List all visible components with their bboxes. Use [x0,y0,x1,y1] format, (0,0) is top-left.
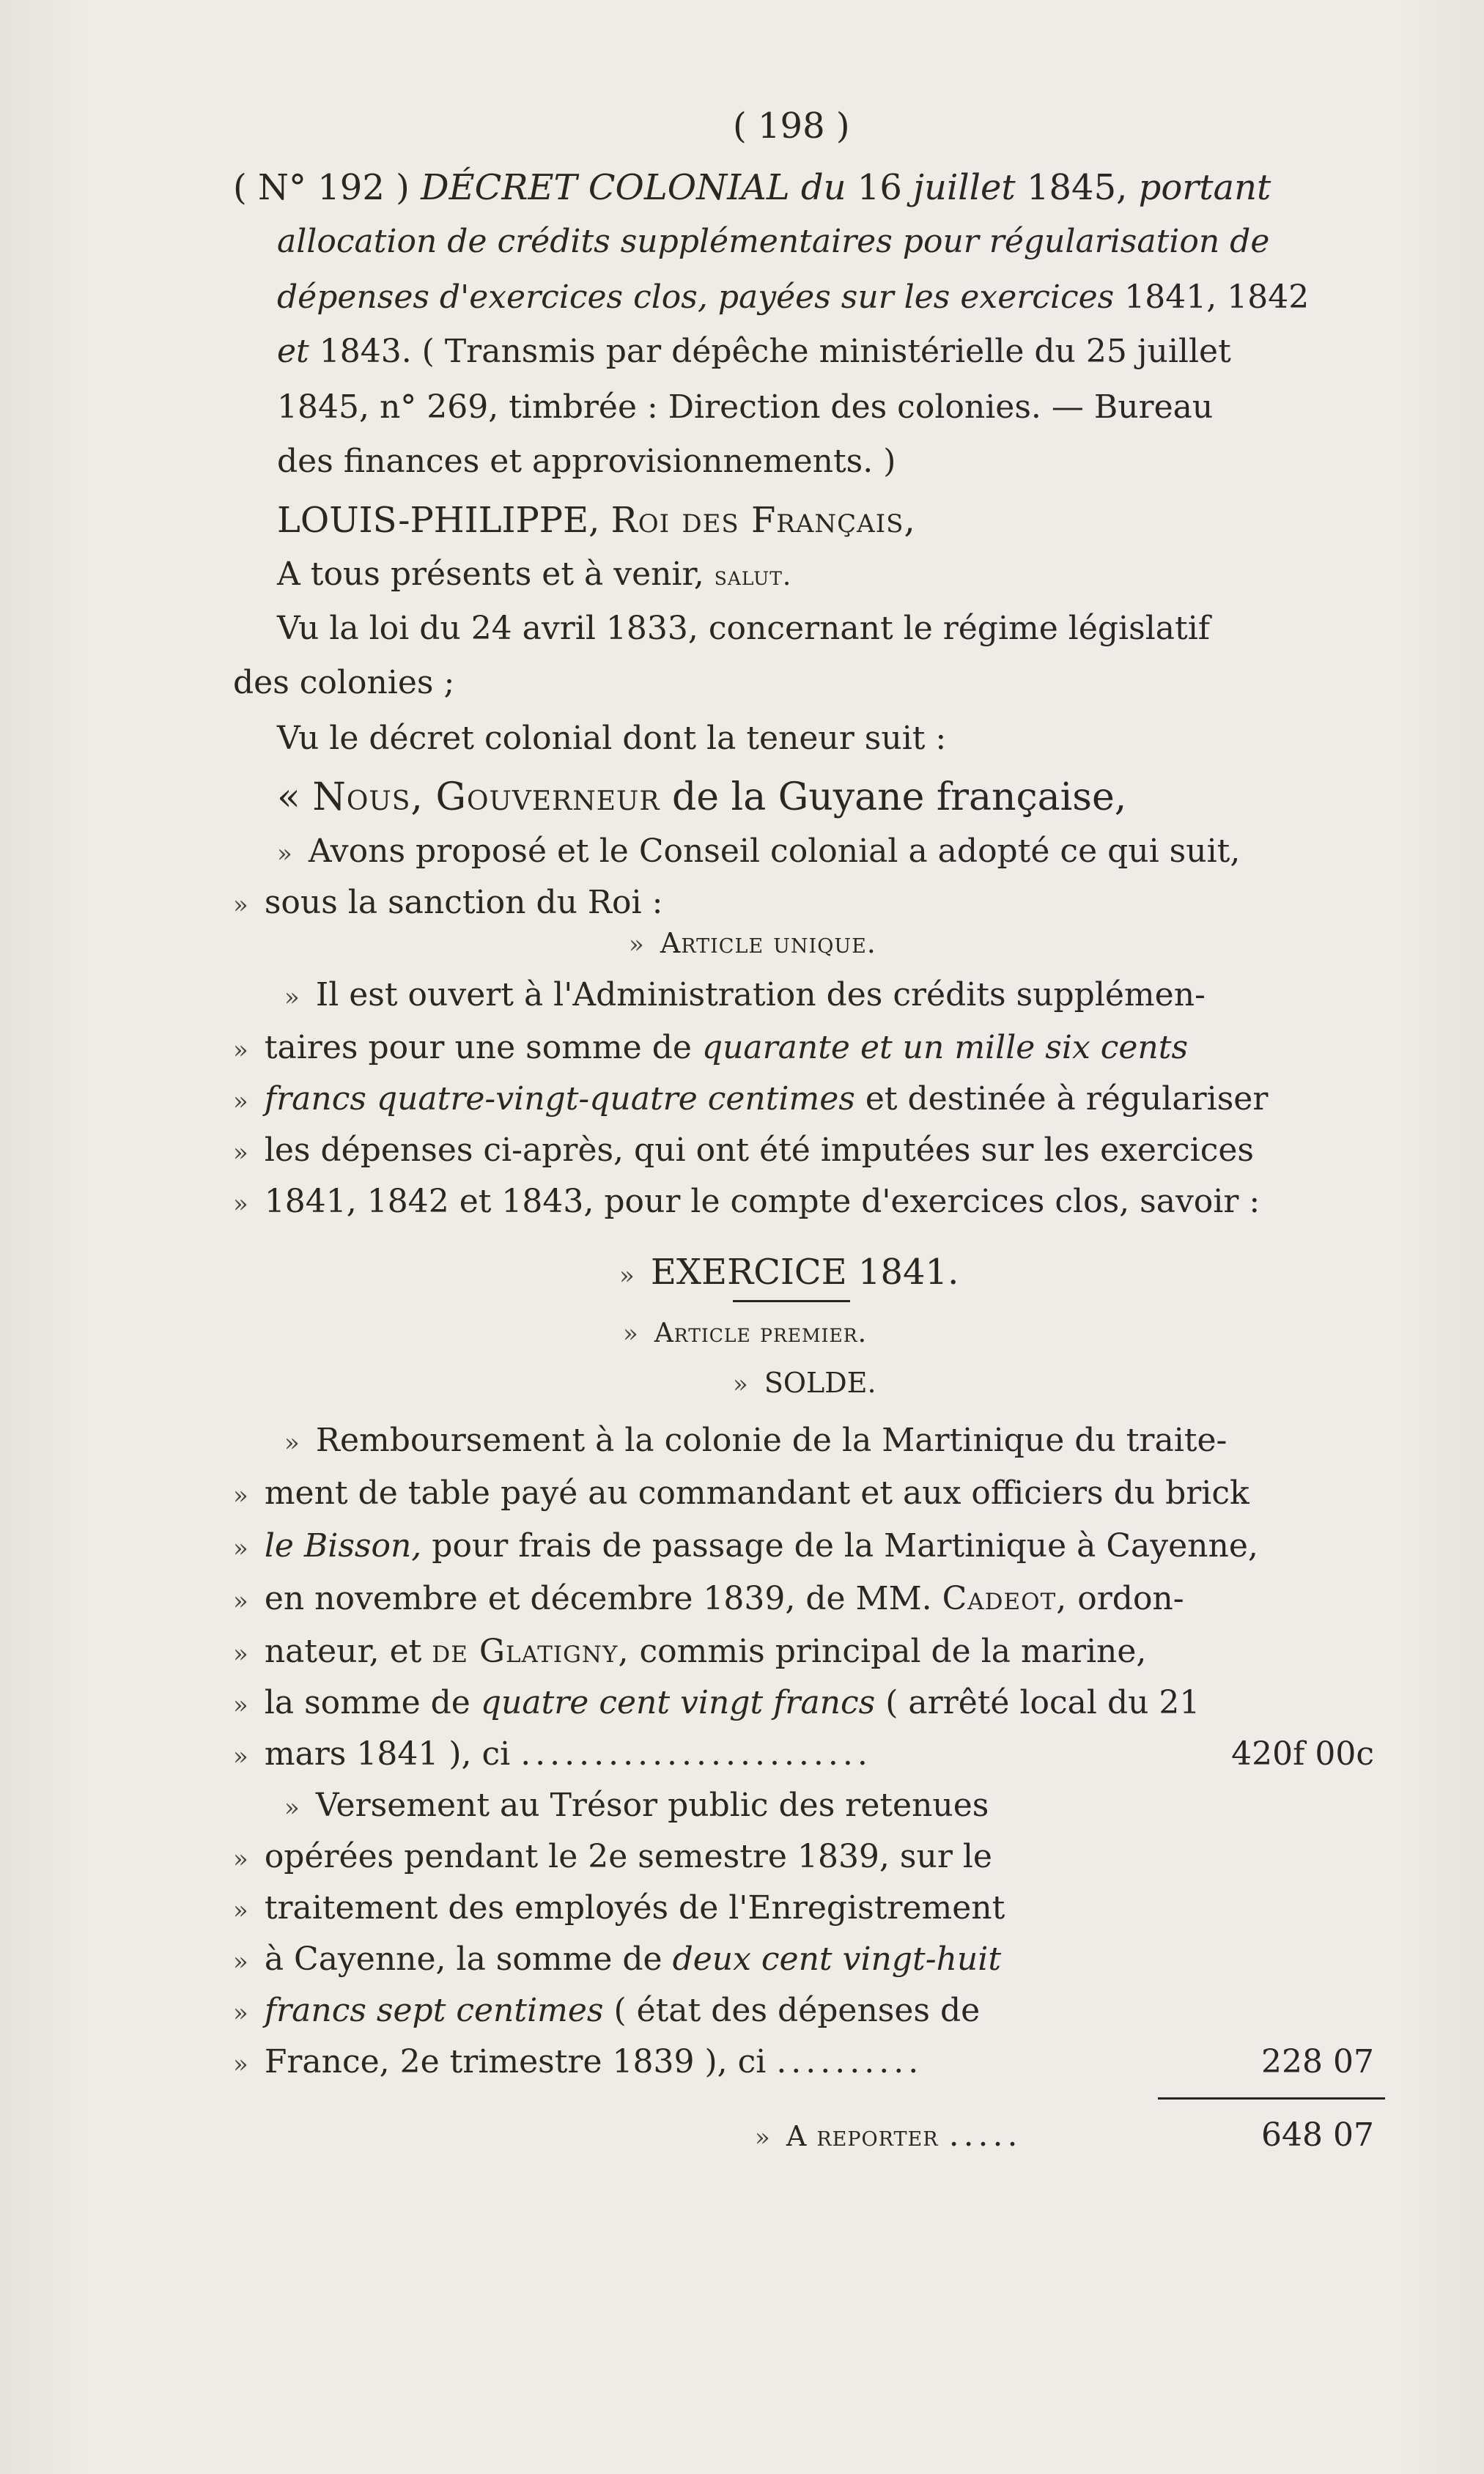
payment-line-5: » francs sept centimes ( état des dépenses de [233,1992,981,2029]
decree-heading-line-5: 1845, n° 269, timbrée : Direction des colonies. — Bureau [277,388,1214,426]
solde-heading: » SOLDE. [733,1367,876,1399]
decree-date-year: 1845, [1026,167,1128,208]
carry-forward-amount: 648 07 [1261,2116,1374,2154]
article-line-1: » Il est ouvert à l'Administration des crédits supplémen- [284,976,1206,1013]
adoption-line-2: » sous la sanction du Roi : [233,884,663,921]
decree-title: DÉCRET COLONIAL [421,167,790,208]
decree-number: ( N° 192 ) [233,167,410,208]
payment-amount: 228 07 [1261,2043,1374,2080]
decree-date-month: juillet [913,167,1016,208]
exercice-heading: » EXERCICE 1841. [619,1252,959,1293]
decree-date-prefix: du [800,167,846,208]
greeting-line: A tous présents et à venir, salut. [277,555,792,593]
reimbursement-line-6: » la somme de quatre cent vingt francs ( arrêté local du 21 [233,1684,1200,1721]
reimbursement-line-1: » Remboursement à la colonie de la Martinique du traite- [284,1422,1228,1459]
consideration-line-3: Vu le décret colonial dont la teneur suit : [277,720,947,757]
king-name: LOUIS-PHILIPPE, [277,500,600,541]
reimbursement-line-2: » ment de table payé au commandant et aux officiers du brick [233,1474,1249,1512]
article-premier-heading: » Article premier. [623,1318,868,1348]
decree-heading-line-3: dépenses d'exercices clos, payées sur les exercices 1841, 1842 [277,278,1310,316]
payment-line-1: » Versement au Trésor public des retenues [284,1787,989,1824]
decree-heading-line-6: des finances et approvisionnements. ) [277,443,896,480]
payment-line-3: » traitement des employés de l'Enregistrement [233,1889,1005,1927]
carry-forward-line: » A reporter ..... [755,2116,1022,2154]
king-title: Roi des Français, [610,500,916,541]
article-line-2: » taires pour une somme de quarante et un mille six cents [233,1029,1189,1066]
reimbursement-line-7: » mars 1841 ), ci ........................ [233,1735,872,1773]
reimbursement-line-3: » le Bisson, pour frais de passage de la Martinique à Cayenne, [233,1527,1258,1565]
article-unique-heading: » Article unique. [629,927,876,959]
reimbursement-line-5: » nateur, et de Glatigny, commis principal de la marine, [233,1633,1147,1670]
article-line-4: » les dépenses ci-après, qui ont été imputées sur les exercices [233,1131,1254,1169]
decree-heading-line-1 [233,167,1271,208]
king-line [277,500,916,541]
consideration-line-2: des colonies ; [233,664,455,701]
governor-line: « Nous, Gouverneur de la Guyane française, [277,775,1127,819]
article-line-3: » francs quatre-vingt-quatre centimes et destinée à régulariser [233,1080,1269,1118]
article-line-5: » 1841, 1842 et 1843, pour le compte d'exercices clos, savoir : [233,1183,1260,1220]
decree-heading-line-2: allocation de crédits supplémentaires pour régularisation de [277,223,1270,260]
total-rule [1158,2097,1385,2100]
decree-title-rest: portant [1138,167,1271,208]
consideration-line-1: Vu la loi du 24 avril 1833, concernant le régime législatif [277,610,1211,647]
reimbursement-amount: 420f 00c [1231,1735,1374,1773]
payment-line-6: » France, 2e trimestre 1839 ), ci .......... [233,2043,923,2080]
payment-line-2: » opérées pendant le 2e semestre 1839, sur le [233,1838,992,1875]
page-number: ( 198 ) [733,106,850,147]
exercice-divider [733,1300,850,1302]
decree-date-day: 16 [857,167,902,208]
payment-line-4: » à Cayenne, la somme de deux cent vingt-huit [233,1941,1002,1978]
decree-heading-line-4: et 1843. ( Transmis par dépêche ministérielle du 25 juillet [277,333,1231,370]
reimbursement-line-4: » en novembre et décembre 1839, de MM. Cadeot, ordon- [233,1580,1184,1617]
adoption-line-1: » Avons proposé et le Conseil colonial a adopté ce qui suit, [277,832,1241,870]
